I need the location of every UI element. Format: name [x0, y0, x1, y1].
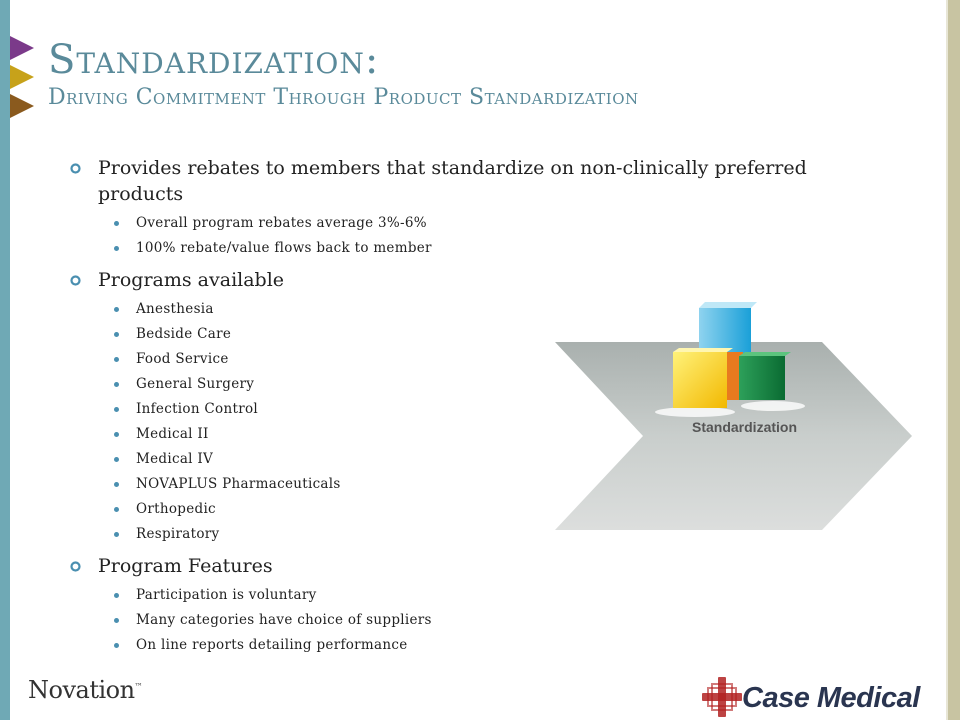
list-item: Participation is voluntary	[70, 583, 830, 608]
gold-arrow-icon	[10, 65, 34, 89]
bullet-rebates: Provides rebates to members that standardize on non-clinically preferred products	[70, 155, 830, 207]
list-item: Overall program rebates average 3%-6%	[70, 211, 830, 236]
list-item: Food Service	[70, 347, 830, 372]
list-item: NOVAPLUS Pharmaceuticals	[70, 472, 830, 497]
brown-arrow-icon	[10, 94, 34, 118]
purple-arrow-icon	[10, 36, 34, 60]
list-item: Orthopedic	[70, 497, 830, 522]
list-item: General Surgery	[70, 372, 830, 397]
yellow-block	[673, 352, 727, 408]
list-item: On line reports detailing performance	[70, 633, 830, 658]
red-cross-icon	[702, 676, 742, 718]
bullet-icon	[70, 275, 81, 286]
slide-subtitle: Driving Commitment Through Product Standardization	[48, 85, 639, 110]
bullet-programs-available: Programs available	[70, 267, 830, 293]
list-item: Many categories have choice of suppliers	[70, 608, 830, 633]
sub-list-rebates	[70, 211, 830, 261]
list-item: Respiratory	[70, 522, 830, 547]
sub-list-features	[70, 583, 830, 658]
slide-title-block	[48, 38, 928, 112]
left-accent-bar	[0, 0, 10, 720]
list-item: Medical II	[70, 422, 830, 447]
list-item: Infection Control	[70, 397, 830, 422]
yellow-block-top	[673, 348, 733, 352]
green-block	[739, 356, 785, 400]
standardization-label: Standardization	[692, 419, 798, 435]
blue-block-side	[699, 302, 757, 308]
novation-logo: Novation™	[28, 676, 143, 704]
block-shadow	[655, 407, 735, 417]
standardization-graphic	[555, 296, 915, 532]
title-arrow-icons	[10, 36, 36, 126]
bullet-icon	[70, 163, 81, 174]
slide-title: Standardization:	[48, 37, 380, 83]
bullet-program-features: Program Features	[70, 553, 830, 579]
list-item: Bedside Care	[70, 322, 830, 347]
bullet-icon	[70, 561, 81, 572]
list-item: 100% rebate/value flows back to member	[70, 236, 830, 261]
green-block-top	[739, 352, 791, 356]
right-accent-bar	[946, 0, 960, 720]
list-item: Anesthesia	[70, 297, 830, 322]
block-shadow	[741, 401, 805, 411]
list-item: Medical IV	[70, 447, 830, 472]
case-medical-logo: Case Medical	[700, 676, 940, 720]
